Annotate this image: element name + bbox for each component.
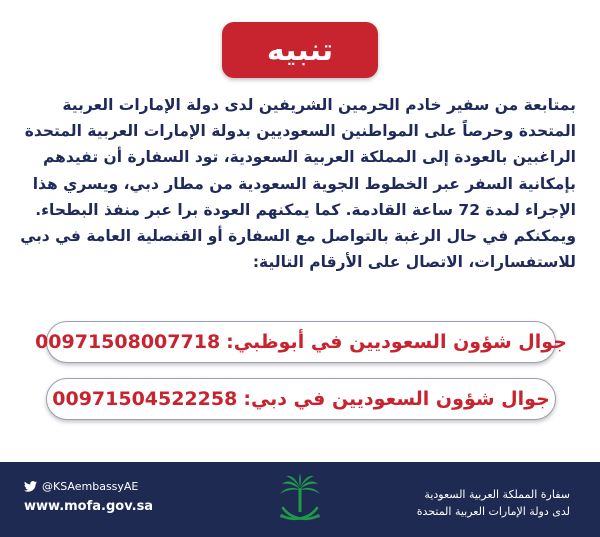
twitter-handle: @KSAembassyAE (42, 480, 139, 493)
phone-dubai-number[interactable]: 00971504522258 (52, 388, 238, 410)
announcement-line: الراغبين بالعودة إلى المملكة العربية السعودية، تود السفارة أن تفيدهم (42, 148, 576, 167)
phone-dubai-box (46, 378, 556, 420)
announcement-text (20, 92, 576, 275)
announcement-line: الإجراء لمدة 72 ساعة القادمة. كما يمكنهم العودة برا عبر منفذ البطحاء. (35, 200, 576, 219)
announcement-line: بإمكانية السفر عبر الخطوط الجوية السعودية من مطار دبي، ويسري هذا (32, 174, 576, 193)
notice-title: تنبيه (222, 22, 378, 78)
org-name-line1: سفارة المملكة العربية السعودية (424, 488, 570, 501)
announcement-line: المتحدة وحرصاً على المواطنين السعوديين بدولة الإمارات العربية المتحدة (24, 122, 576, 141)
saudi-emblem-icon (278, 472, 322, 528)
footer-organization (417, 486, 570, 520)
announcement-line: بمتابعة من سفير خادم الحرمين الشريفين لدى دولة الإمارات العربية (62, 96, 576, 114)
footer-contact (24, 480, 153, 514)
phone-abudhabi-box (35, 321, 567, 363)
twitter-icon (24, 481, 37, 492)
org-name-line2: لدى دولة الإمارات العربية المتحدة (416, 505, 570, 518)
website-link[interactable]: www.mofa.gov.sa (24, 499, 154, 514)
phone-dubai-label: جوال شؤون السعوديين في دبي: (243, 388, 550, 410)
announcement-line: ويمكنكم في حال الرغبة بالتواصل مع السفارة أو القنصلية العامة في دبي (20, 227, 576, 246)
twitter-handle-row[interactable] (24, 480, 153, 493)
announcement-line: للاستفسارات، الاتصال على الأرقام التالية: (252, 253, 576, 272)
phone-abudhabi-number[interactable]: 00971508007718 (35, 331, 221, 353)
phone-abudhabi-label: جوال شؤون السعوديين في أبوظبي: (226, 331, 567, 353)
footer-bar (0, 462, 600, 537)
